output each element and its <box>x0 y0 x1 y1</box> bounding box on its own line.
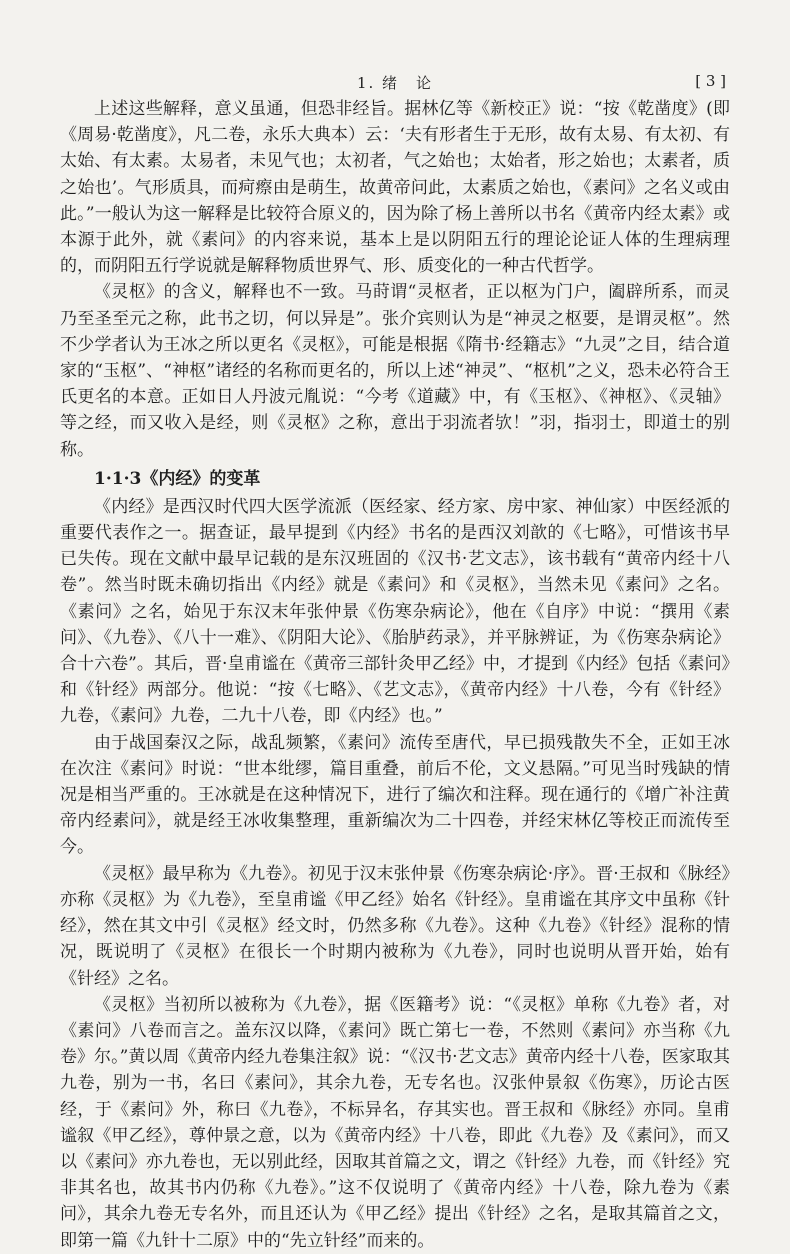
section-heading: 1·1·3《内经》的变革 <box>94 468 261 489</box>
paragraph: 由于战国秦汉之际，战乱频繁，《素问》流传至唐代，早已损残散失不全，正如王冰在次注《素问》时说：“世本纰缪，篇目重叠，前后不伦，文义悬隔。”可见当时残缺的情况是相当严重的。王冰就是在这种情况下，进行了编次和注释。现在通行的《增广补注黄帝内经素问》，就是经王冰收集整理，重新编次为二十四卷，并经宋林亿等校正而流传至今。 <box>60 732 730 858</box>
page-number: [ 3 ] <box>695 72 726 90</box>
paragraph: 《灵枢》当初所以被称为《九卷》，据《医籍考》说：“《灵枢》单称《九卷》者，对《素问》八卷而言之。盖东汉以降，《素问》既亡第七一卷，不然则《素问》亦当称《九卷》尔。”黄以周《黄帝内经九卷集注叙》说：“《汉书·艺文志》黄帝内经十八卷，医家取其九卷，别为一书，名曰《素问》，其余九卷，无专名也。汉张仲景叙《伤寒》，历论古医经，于《素问》外，称曰《九卷》，不标异名，存其实也。晋王叔和《脉经》亦同。皇甫谧叙《甲乙经》，尊仲景之意，以为《黄帝内经》十八卷，即此《九卷》及《素问》，而又以《素问》亦九卷也，无以别此经，因取其首篇之文，谓之《针经》九卷，而《针经》究非其名也，故其书内仍称《九卷》。”这不仅说明了《黄帝内经》十八卷，除九卷为《素问》，其余九卷无专名外，而且还认为《甲乙经》提出《针经》之名，是取其篇首之文，即第一篇《九针十二原》中的“先立针经”而来的。 <box>60 994 730 1251</box>
chapter-title: 1. 绪 论 <box>356 74 434 92</box>
paragraph: 上述这些解释，意义虽通，但恐非经旨。据林亿等《新校正》说：“按《乾凿度》(即《周易·乾凿度》，凡二卷，永乐大典本）云：‘夫有形者生于无形，故有太易、有太初、有太始、有太素。太易者，未见气也；太初者，气之始也；太始者，形之始也；太素者，质之始也’。气形质具，而疴瘵由是萌生，故黄帝问此，太素质之始也，《素问》之名义或由此。”一般认为这一解释是比较符合原义的，因为除了杨上善所以书名《黄帝内经太素》或本源于此外，就《素问》的内容来说，基本上是以阴阳五行的理论论证人体的生理病理的，而阴阳五行学说就是解释物质世界气、形、质变化的一种古代哲学。 <box>60 99 730 277</box>
paragraph: 《灵枢》的含义，解释也不一致。马莳谓“灵枢者，正以枢为门户，阖辟所系，而灵乃至圣至元之称，此书之切，何以异是”。张介宾则认为是“神灵之枢要，是谓灵枢”。然不少学者认为王冰之所以更名《灵枢》，可能是根据《隋书·经籍志》“九灵”之目，结合道家的“玉枢”、“神枢”诸经的名称而更名的，所以上述“神灵”、“枢机”之义，恐未必符合王氏更名的本意。正如日人丹波元胤说：“今考《道藏》中，有《玉枢》、《神枢》、《灵轴》等之经，而又收入是经，则《灵枢》之称，意出于羽流者欤！”羽，指羽士，即道士的别称。 <box>60 282 730 460</box>
body-text <box>60 96 730 1254</box>
running-header <box>60 60 730 90</box>
paragraph: 《灵枢》最早称为《九卷》。初见于汉末张仲景《伤寒杂病论·序》。晋·王叔和《脉经》亦称《灵枢》为《九卷》，至皇甫谧《甲乙经》始名《针经》。皇甫谧在其序文中虽称《针经》，然在其文中引《灵枢》经文时，仍然多称《九卷》。这种《九卷》《针经》混称的情况，既说明了《灵枢》在很长一个时期内被称为《九卷》，同时也说明从晋开始，始有《针经》之名。 <box>60 863 730 989</box>
paragraph: 《内经》是西汉时代四大医学流派（医经家、经方家、房中家、神仙家）中医经派的重要代表作之一。据查证，最早提到《内经》书名的是西汉刘歆的《七略》，可惜该书早已失传。现在文献中最早记载的是东汉班固的《汉书·艺文志》，该书载有“黄帝内经十八卷”。然当时既未确切指出《内经》就是《素问》和《灵枢》，当然未见《素问》之名。《素问》之名，始见于东汉末年张仲景《伤寒杂病论》，他在《自序》中说：“撰用《素问》、《九卷》、《八十一难》、《阴阳大论》、《胎胪药录》，并平脉辨证，为《伤寒杂病论》合十六卷”。其后，晋·皇甫谧在《黄帝三部针灸甲乙经》中，才提到《内经》包括《素问》和《针经》两部分。他说：“按《七略》、《艺文志》，《黄帝内经》十八卷，今有《针经》九卷，《素问》九卷，二九十八卷，即《内经》也。” <box>60 496 730 727</box>
